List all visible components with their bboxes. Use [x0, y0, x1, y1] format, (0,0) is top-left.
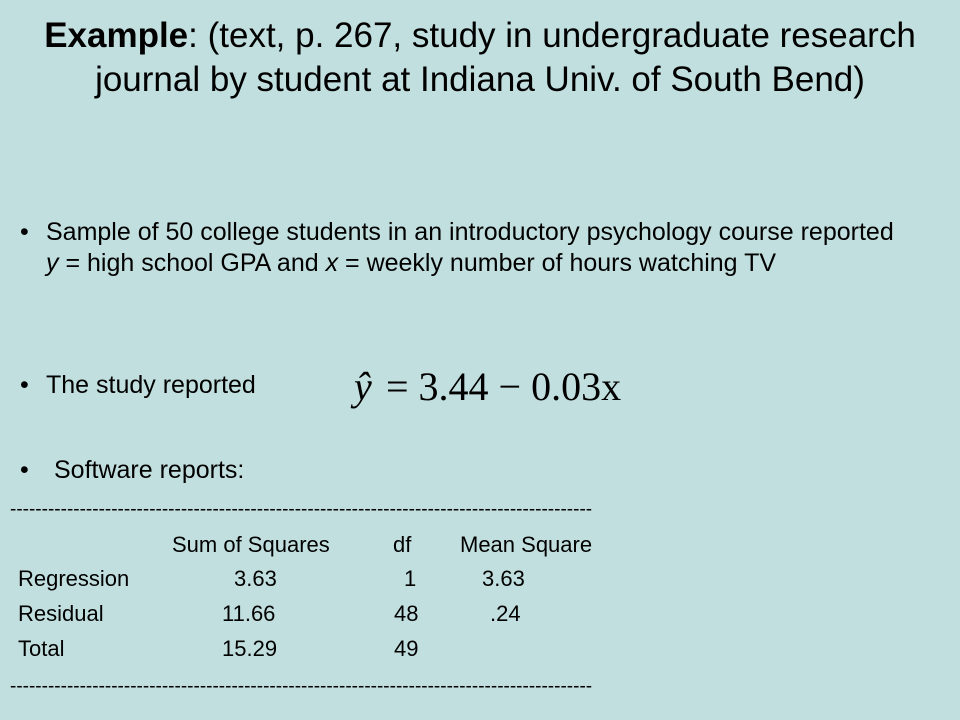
row-ss: 3.63	[234, 566, 277, 591]
bullet-dot: •	[20, 456, 29, 484]
row-df: 49	[394, 636, 419, 661]
row-ss: 11.66	[222, 601, 276, 626]
equation-lhs: ŷ	[354, 364, 372, 409]
anova-table	[0, 528, 760, 668]
row-df: 1	[404, 566, 417, 591]
equation-rhs: = 3.44 − 0.03x	[386, 364, 622, 409]
title-bold: Example	[44, 16, 189, 55]
row-ms: 3.63	[482, 566, 525, 591]
header-sum-of-squares: Sum of Squares	[172, 532, 330, 557]
row-ms: .24	[490, 601, 521, 626]
var-x: x	[325, 249, 339, 277]
bullet-sample	[20, 217, 920, 317]
divider-bottom: --------------------------------------------------------------------------------------------	[10, 677, 593, 697]
row-df: 48	[394, 601, 419, 626]
row-label: Total	[18, 636, 65, 661]
bullet-study-text: The study reported	[46, 371, 256, 399]
bullet-software-text: Software reports:	[54, 456, 245, 484]
title-rest: : (text, p. 267, study in undergraduate research journal by student at Indiana Univ. of South Bend)	[95, 16, 916, 99]
row-ss: 15.29	[222, 636, 278, 661]
row-label: Residual	[18, 601, 104, 626]
bullet-software	[20, 455, 920, 495]
bullet-sample-part2: = high school GPA and	[58, 249, 326, 277]
row-label: Regression	[18, 566, 130, 591]
regression-equation	[350, 360, 650, 420]
divider-top: --------------------------------------------------------------------------------------------	[10, 500, 593, 520]
bullet-sample-part1: Sample of 50 college students in an introductory psychology course reported	[46, 218, 894, 246]
bullet-dot: •	[20, 371, 29, 399]
header-df: df	[393, 532, 412, 557]
header-mean-square: Mean Square	[460, 532, 593, 557]
bullet-dot: •	[20, 218, 29, 246]
var-y: y	[46, 249, 59, 277]
slide-title	[20, 14, 940, 102]
bullet-sample-part3: = weekly number of hours watching TV	[338, 249, 777, 277]
bullet-sample-text	[46, 217, 906, 279]
